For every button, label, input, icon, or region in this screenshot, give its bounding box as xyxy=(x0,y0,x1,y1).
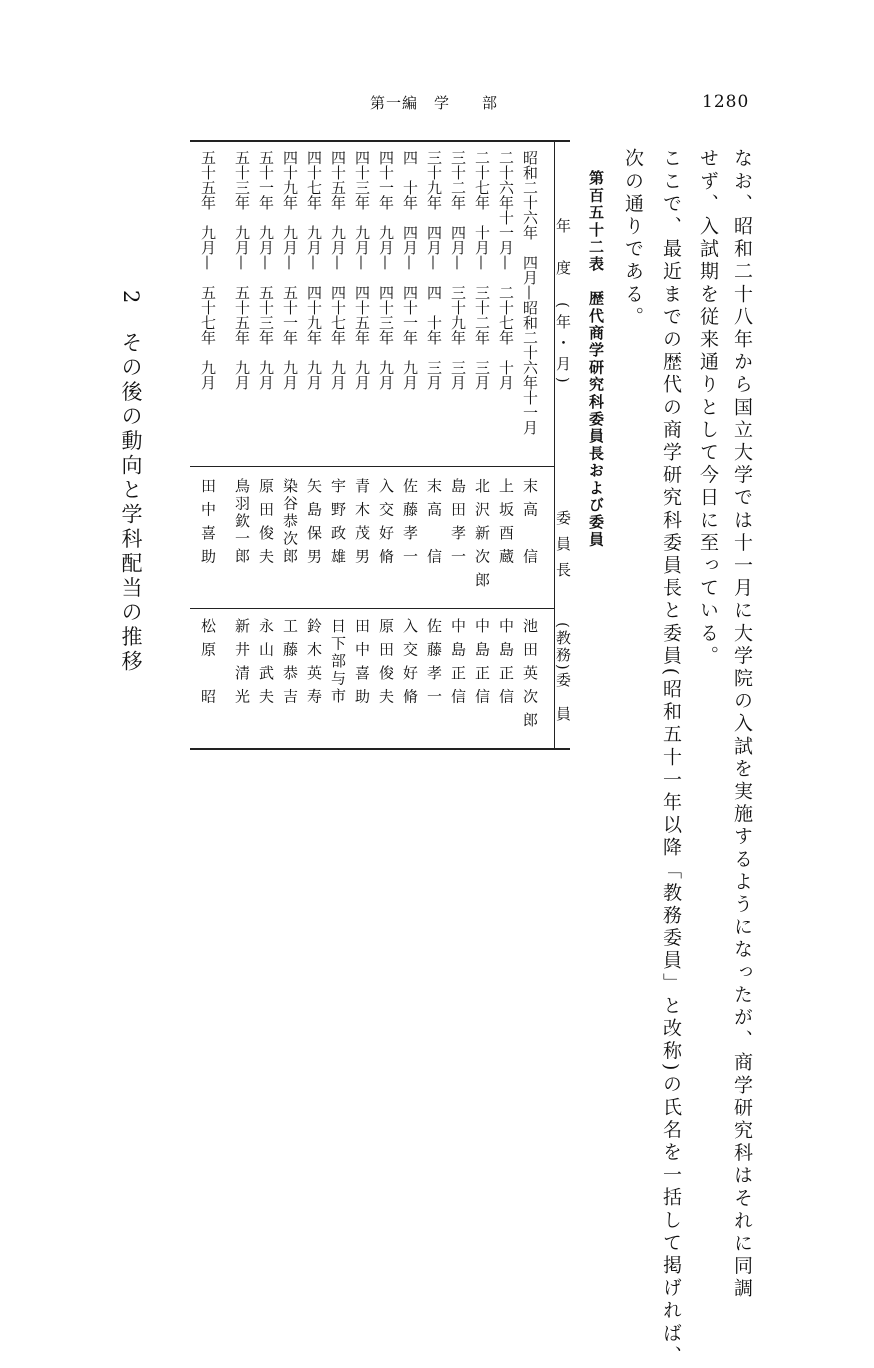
table-cell-period: 三十九年 四月— 四 十年 三月 xyxy=(425,150,443,390)
table-cell-period: 四十三年 九月— 四十五年 九月 xyxy=(353,150,371,390)
table-cell-chair: 末高 信 xyxy=(425,478,443,572)
table-cell-chair: 原田俊夫 xyxy=(257,478,275,572)
table-cell-period: 五十三年 九月— 五十五年 九月 xyxy=(233,150,251,390)
table-cell-period: 四十七年 九月— 四十九年 九月 xyxy=(305,150,323,390)
table-cell-period: 二十六年十一月— 二十七年 十月 xyxy=(497,150,515,390)
table-cell-period: 五十五年 九月— 五十七年 九月 xyxy=(199,150,217,390)
table-cell-period: 五十一年 九月— 五十三年 九月 xyxy=(257,150,275,390)
table-column-divider xyxy=(190,466,554,467)
table-cell-member: 佐藤孝一 xyxy=(425,618,443,712)
table-cell-period: 二十七年 十月— 三十二年 三月 xyxy=(473,150,491,390)
table-cell-member: 田中喜助 xyxy=(353,618,371,712)
table-cell-chair: 鳥羽欽一郎 xyxy=(233,478,251,566)
table-header-year: 年 度 (年・月) xyxy=(554,218,572,389)
table-cell-member: 鈴木英寿 xyxy=(305,618,323,712)
body-text-line: ここで、最近までの歴代の商学研究科委員長と委員(昭和五十一年以降「教務委員」と改称)の氏名を一括して掲げれば、 xyxy=(660,148,682,1368)
table-cell-chair: 北沢新次郎 xyxy=(473,478,491,596)
table-cell-period: 四十五年 九月— 四十七年 九月 xyxy=(329,150,347,390)
table-cell-chair: 矢島保男 xyxy=(305,478,323,572)
table-column-divider xyxy=(190,608,554,609)
table-cell-chair: 青木茂男 xyxy=(353,478,371,572)
body-text-line: せず、入試期を従来通りとして今日に至っている。 xyxy=(697,148,719,668)
table-cell-chair: 末高 信 xyxy=(521,478,539,572)
table-border-left xyxy=(190,748,570,750)
table-cell-member: 中島正信 xyxy=(449,618,467,712)
table-cell-chair: 佐藤孝一 xyxy=(401,478,419,572)
table-cell-member: 松原 昭 xyxy=(199,618,217,712)
table-cell-chair: 上坂酉蔵 xyxy=(497,478,515,572)
table-cell-chair: 島田孝一 xyxy=(449,478,467,572)
section-heading: 2 その後の動向と学科配当の推移 xyxy=(119,290,143,675)
table-header-member: (教務)委 員 xyxy=(554,622,572,723)
table-border-right xyxy=(190,140,570,142)
table-cell-period: 四 十年 四月— 四十一年 九月 xyxy=(401,150,419,390)
table-cell-member: 中島正信 xyxy=(473,618,491,712)
page-number: 1280 xyxy=(702,92,750,112)
table-cell-member: 中島正信 xyxy=(497,618,515,712)
table-header-chair: 委員長 xyxy=(554,510,572,588)
table-cell-period: 三十二年 四月— 三十九年 三月 xyxy=(449,150,467,390)
body-text-line: 次の通りである。 xyxy=(622,148,644,329)
table-cell-member: 永山武夫 xyxy=(257,618,275,712)
table-cell-chair: 田中喜助 xyxy=(199,478,217,572)
table-cell-member: 入交好脩 xyxy=(401,618,419,712)
table-cell-member: 新井清光 xyxy=(233,618,251,712)
table-cell-member: 池田英次郎 xyxy=(521,618,539,736)
table-cell-period: 昭和二十六年 四月—昭和二十六年十一月 xyxy=(521,150,539,435)
table-cell-period: 四十九年 九月— 五十一年 九月 xyxy=(281,150,299,390)
table-cell-chair: 入交好脩 xyxy=(377,478,395,572)
table-cell-member: 日下部与市 xyxy=(329,618,347,706)
table-cell-member: 工藤恭吉 xyxy=(281,618,299,712)
table-cell-chair: 染谷恭次郎 xyxy=(281,478,299,566)
body-text-line: なお、昭和二十八年から国立大学では十一月に大学院の入試を実施するようになったが、商学研究科はそれに同調 xyxy=(731,148,753,1301)
table-cell-period: 四十一年 九月— 四十三年 九月 xyxy=(377,150,395,390)
table-cell-chair: 宇野政雄 xyxy=(329,478,347,572)
table-cell-member: 原田俊夫 xyxy=(377,618,395,712)
table-caption: 第百五十二表 歴代商学研究科委員長および委員 xyxy=(587,170,605,549)
running-header-section-title: 第一編 学 部 xyxy=(370,94,499,112)
